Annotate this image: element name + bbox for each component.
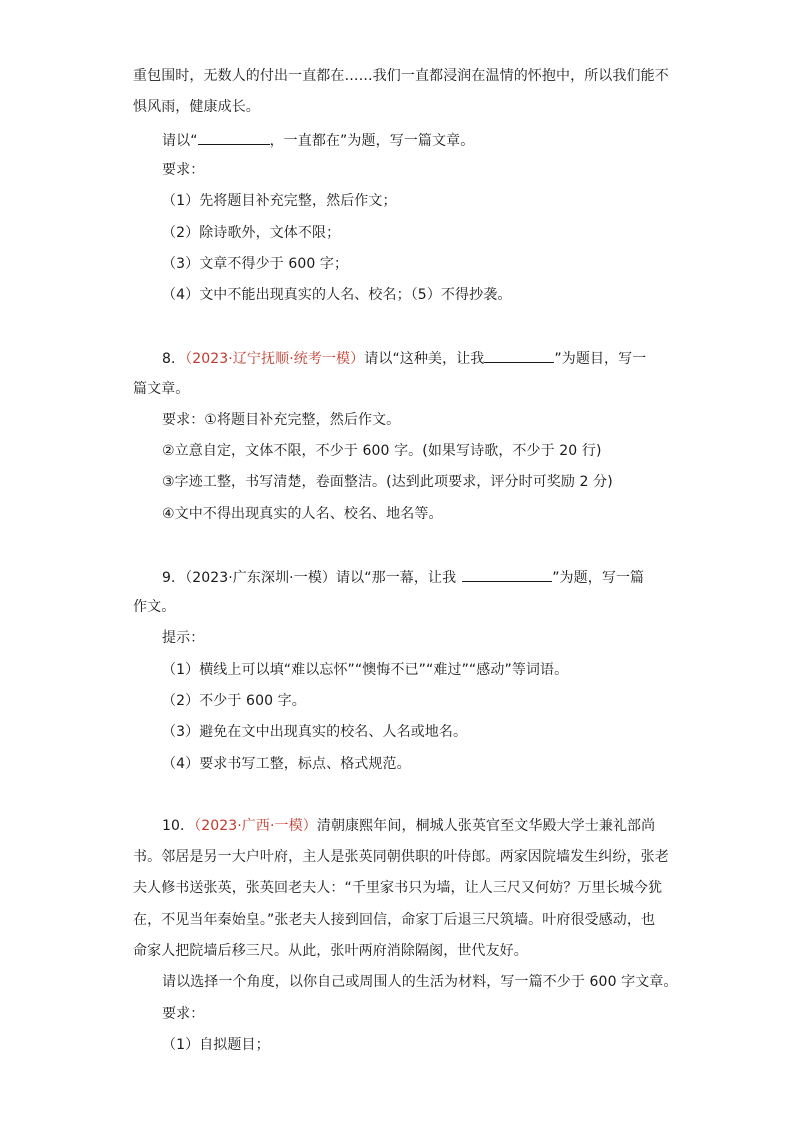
question-8-text-post: ”为题目，写一 <box>554 351 647 367</box>
title-blank <box>484 348 554 363</box>
question-9-hint: （2）不少于 600 字。 <box>162 693 306 709</box>
question-9-line-2: 作文。 <box>133 599 176 615</box>
intro-line-1: 重包围时，无数人的付出一直都在……我们一直都浸润在温情的怀抱中，所以我们能不 <box>133 68 669 84</box>
intro-requirement: （1）先将题目补充完整，然后作文； <box>162 193 397 209</box>
question-9-header <box>162 567 644 587</box>
intro-requirement: （3）文章不得少于 600 字； <box>162 256 349 272</box>
question-10-requirements-label: 要求： <box>162 1006 205 1022</box>
question-8-requirement: ③字迹工整，书写清楚，卷面整洁。(达到此项要求，评分时可奖励 2 分) <box>162 474 613 490</box>
question-8-text-pre: 请以“这种美，让我 <box>364 351 485 367</box>
question-9-hint: （4）要求书写工整，标点、格式规范。 <box>162 756 411 772</box>
question-10-header <box>162 817 655 835</box>
question-8-header <box>162 348 646 368</box>
intro-requirement: （4）文中不能出现真实的人名、校名；（5）不得抄袭。 <box>162 287 512 303</box>
question-10-text: 清朝康熙年间，桐城人张英官至文华殿大学士兼礼部尚 <box>316 818 656 834</box>
question-10-line: 在，不见当年秦始皇。”张老夫人接到回信，命家丁后退三尺筑墙。叶府很受感动，也 <box>133 912 656 928</box>
intro-prompt-pre: 请以“ <box>162 133 198 149</box>
intro-requirement: （2）除诗歌外，文体不限； <box>162 225 341 241</box>
question-10-task: 请以选择一个角度，以你自己或周围人的生活为材料，写一篇不少于 600 字文章。 <box>162 974 678 990</box>
title-blank <box>198 130 270 145</box>
question-8-source: （2023·辽宁抚顺·统考一模） <box>185 351 365 367</box>
question-9-hint-label: 提示： <box>162 630 205 646</box>
intro-prompt-post: ，一直都在”为题，写一篇文章。 <box>269 133 475 149</box>
question-10-line: 书。邻居是另一大户叶府，主人是张英同朝供职的叶侍郎。两家因院墙发生纠纷，张老 <box>133 849 669 865</box>
title-blank <box>462 567 552 582</box>
question-10-source: （2023·广西·一模） <box>194 818 317 834</box>
question-9-text-post: ”为题，写一篇 <box>552 570 645 586</box>
intro-prompt <box>162 130 474 150</box>
question-8-line-2: 篇文章。 <box>133 381 190 397</box>
question-8-requirement: ②立意自定，文体不限，不少于 600 字。(如果写诗歌，不少于 20 行) <box>162 443 602 459</box>
question-8-requirement: ④文中不得出现真实的人名、校名、地名等。 <box>162 506 443 522</box>
intro-line-2: 惧风雨，健康成长。 <box>133 99 260 115</box>
question-10-number: 10． <box>162 818 195 834</box>
question-9-hint: （3）避免在文中出现真实的校名、人名或地名。 <box>162 724 468 740</box>
question-10-requirement: （1）自拟题目； <box>162 1037 270 1053</box>
question-8-requirement: 要求：①将题目补充完整，然后作文。 <box>162 412 401 428</box>
question-10-line: 夫人修书送张英，张英回老夫人：“千里家书只为墙，让人三尺又何妨？万里长城今犹 <box>133 880 663 896</box>
question-10-line: 命家人把院墙后移三尺。从此，张叶两府消除隔阂，世代友好。 <box>133 943 528 959</box>
question-8-number: 8． <box>162 351 186 367</box>
question-9-text-pre: 9．（2023·广东深圳·一模）请以“那一幕，让我 <box>162 570 457 586</box>
question-9-hint: （1）横线上可以填“难以忘怀”“懊悔不已”“难过”“感动”等词语。 <box>162 662 569 678</box>
intro-requirements-label: 要求： <box>162 162 205 178</box>
